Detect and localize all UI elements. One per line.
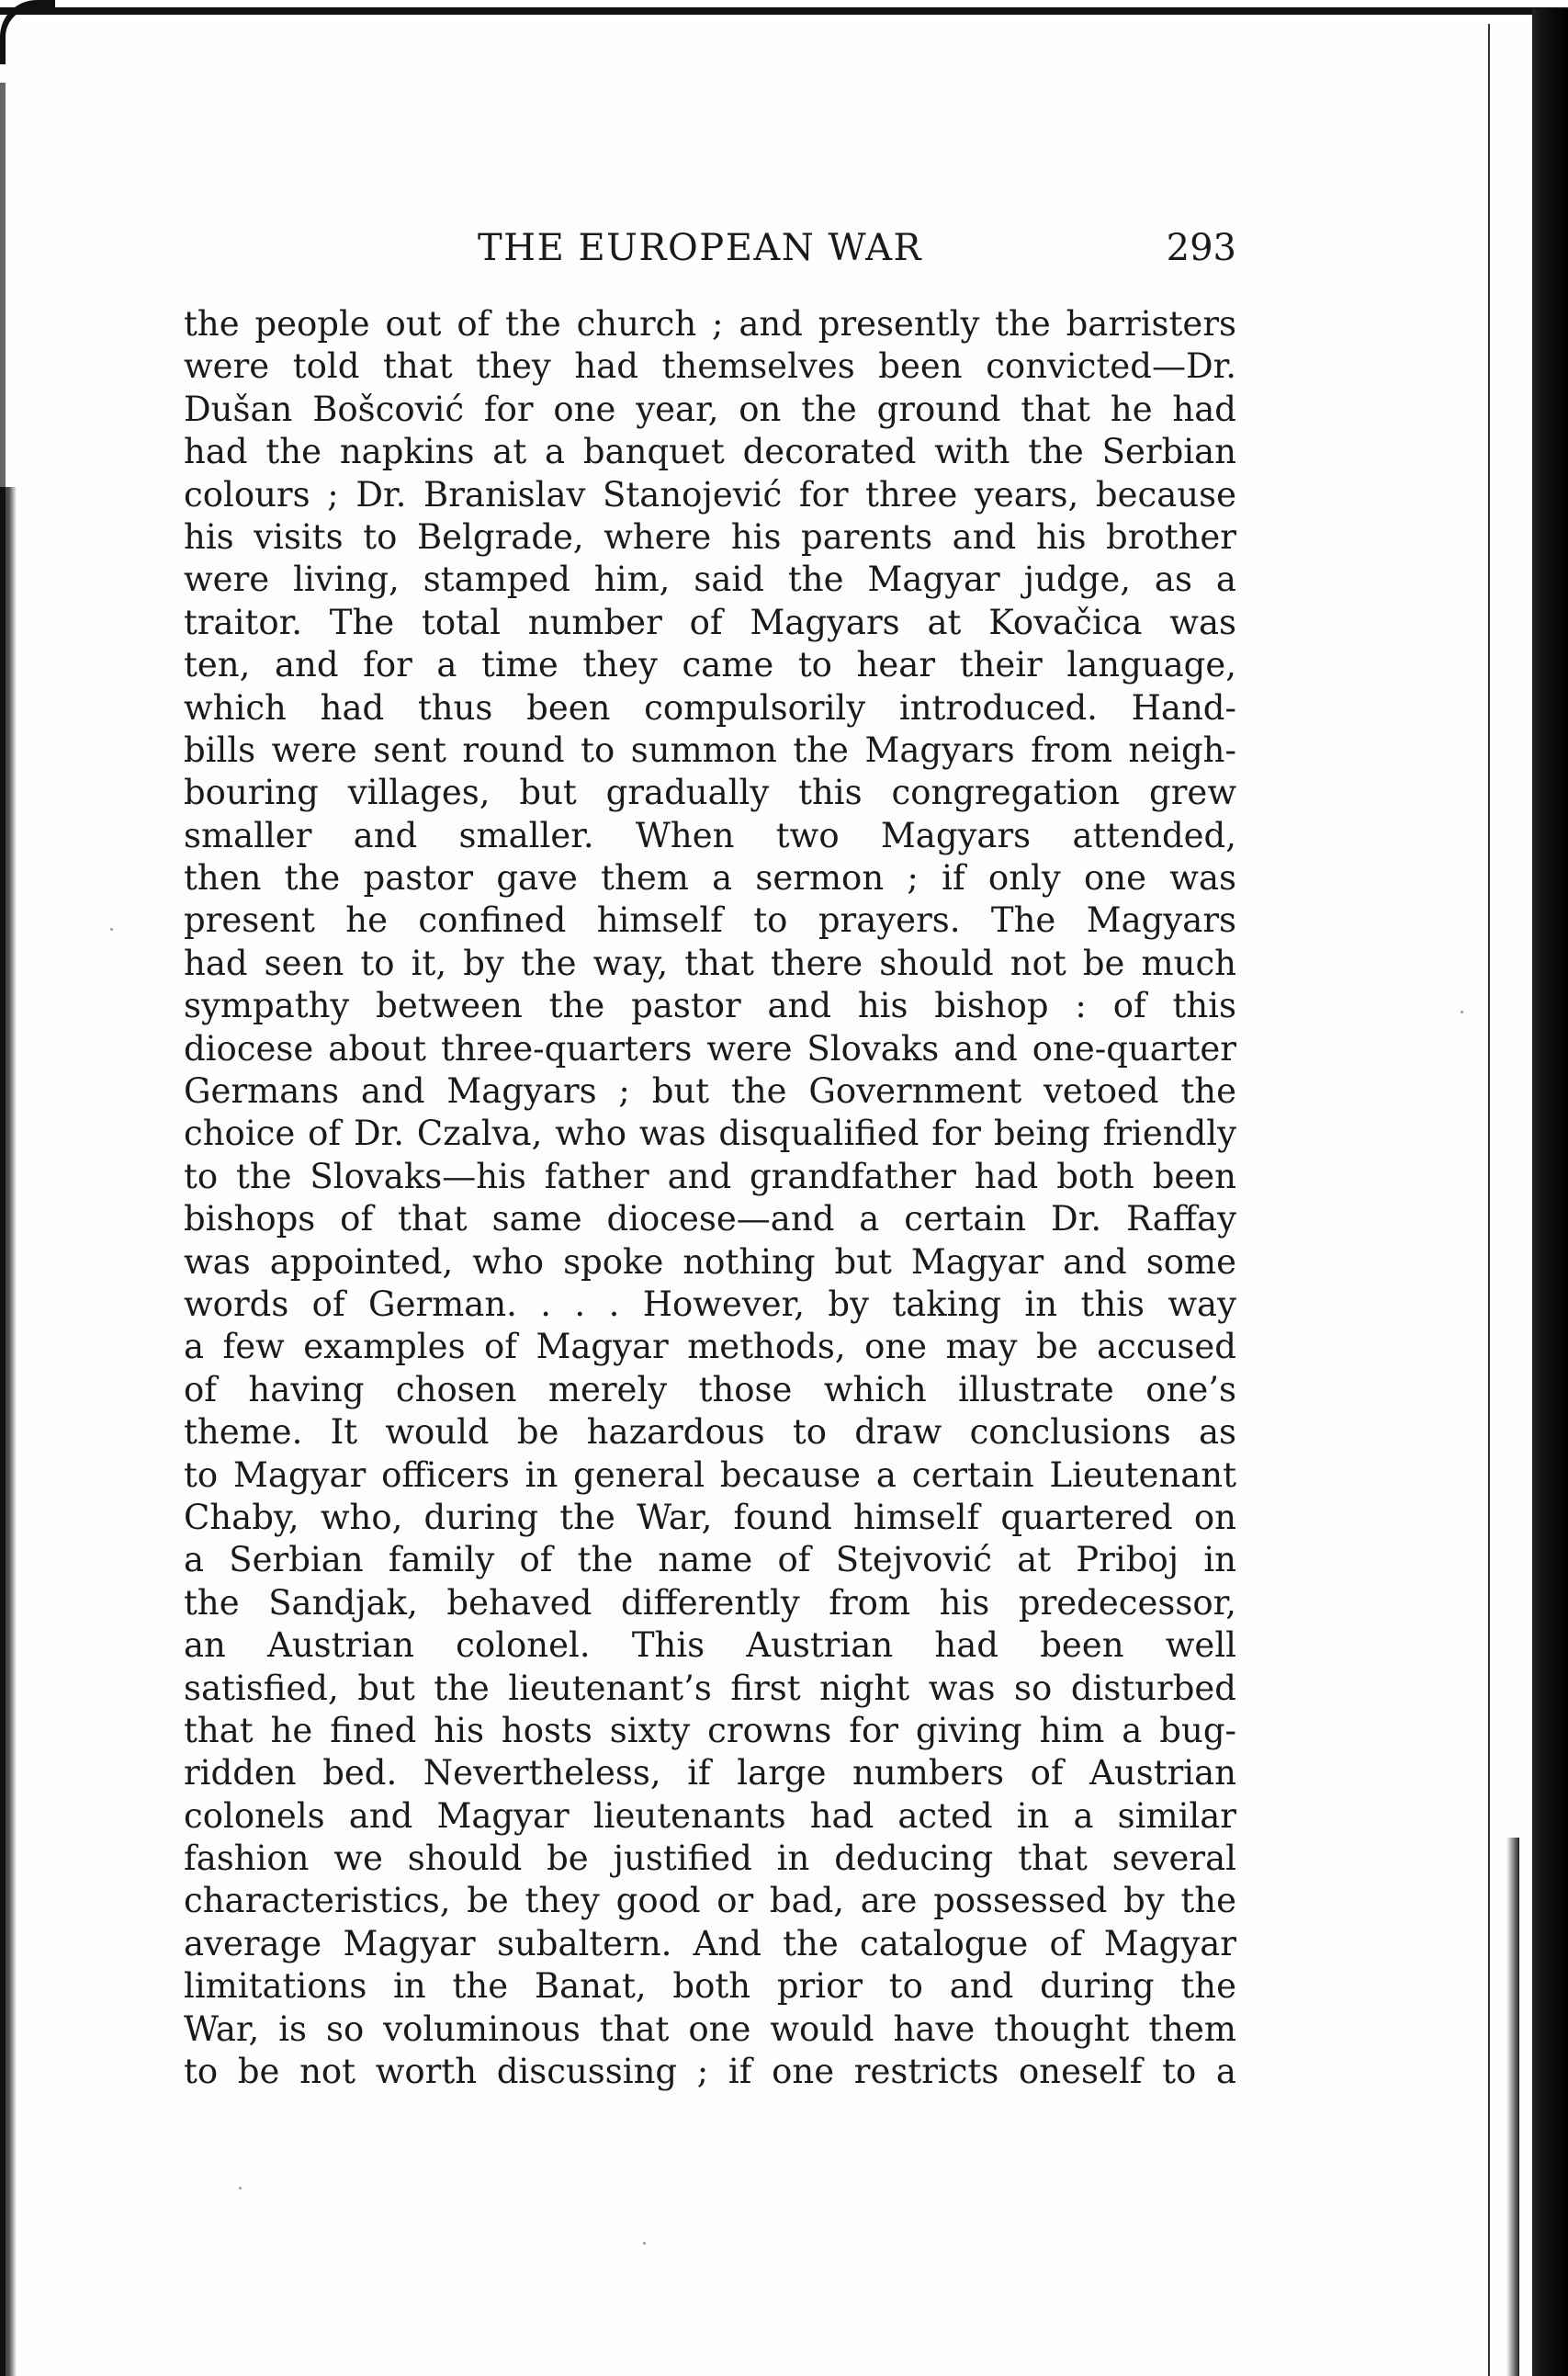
- text-line: then the pastor gave them a sermon ; if only one was: [184, 858, 1236, 899]
- text-line: bouring villages, but gradually this congregation grew: [184, 773, 1236, 813]
- text-line: diocese about three-quarters were Slovaks and one-quarter: [184, 1028, 1236, 1069]
- text-line: traitor. The total number of Magyars at Kovačica was: [184, 602, 1236, 642]
- scan-speck: [1461, 1011, 1463, 1013]
- text-line: a few examples of Magyar methods, one may be accused: [184, 1327, 1236, 1367]
- running-title: THE EUROPEAN WAR: [478, 227, 923, 269]
- text-line: were told that they had themselves been convicted—Dr.: [184, 346, 1236, 387]
- text-line: a Serbian family of the name of Stejvović at Priboj in: [184, 1540, 1236, 1580]
- text-line: Germans and Magyars ; but the Government vetoed the: [184, 1071, 1236, 1112]
- text-line: War, is so voluminous that one would have thought them: [184, 2008, 1236, 2049]
- text-line: the Sandjak, behaved differently from his predecessor,: [184, 1582, 1236, 1623]
- text-line: to the Slovaks—his father and grandfather had both been: [184, 1156, 1236, 1196]
- text-line: which had thus been compulsorily introduced. Hand-: [184, 687, 1236, 728]
- text-line: characteristics, be they good or bad, are possessed by the: [184, 1881, 1236, 1921]
- text-line: of having chosen merely those which illustrate one’s: [184, 1369, 1236, 1409]
- text-line: satisfied, but the lieutenant’s first night was so disturbed: [184, 1668, 1236, 1708]
- page-number: 293: [1166, 227, 1236, 269]
- scan-right-rule: [1488, 24, 1490, 2376]
- scan-top-border: [0, 0, 1568, 20]
- text-line: colours ; Dr. Branislav Stanojević for three years, because: [184, 474, 1236, 515]
- running-head: [478, 221, 1236, 276]
- text-line: had the napkins at a banquet decorated with the Serbian: [184, 432, 1236, 472]
- text-line: were living, stamped him, said the Magyar judge, as a: [184, 560, 1236, 600]
- text-line: limitations in the Banat, both prior to and during the: [184, 1966, 1236, 2007]
- text-line: fashion we should be justified in deducing that several: [184, 1839, 1236, 1879]
- text-line: was appointed, who spoke nothing but Magyar and some: [184, 1241, 1236, 1282]
- text-line: bills were sent round to summon the Magyars from neigh-: [184, 730, 1236, 770]
- text-line: Chaby, who, during the War, found himself quartered on: [184, 1497, 1236, 1537]
- text-line: bishops of that same diocese—and a certain Dr. Raffay: [184, 1199, 1236, 1239]
- text-line: Dušan Bošcović for one year, on the ground that he had: [184, 389, 1236, 429]
- text-line: sympathy between the pastor and his bishop : of this: [184, 986, 1236, 1026]
- text-line: ridden bed. Nevertheless, if large numbers of Austrian: [184, 1753, 1236, 1793]
- text-line: words of German. . . . However, by taking in this way: [184, 1284, 1236, 1324]
- text-line: his visits to Belgrade, where his parents and his brother: [184, 516, 1236, 557]
- scan-speck: [643, 2242, 646, 2245]
- text-line: to Magyar officers in general because a certain Lieutenant: [184, 1454, 1236, 1495]
- scan-left-edge-upper: [0, 83, 6, 487]
- text-line: ten, and for a time they came to hear their language,: [184, 645, 1236, 685]
- text-line: colonels and Magyar lieutenants had acted in a similar: [184, 1795, 1236, 1836]
- body-text: [184, 303, 1236, 2093]
- text-line: that he fined his hosts sixty crowns for giving him a bug-: [184, 1710, 1236, 1750]
- scan-right-edge: [1532, 9, 1568, 2376]
- text-line: choice of Dr. Czalva, who was disqualified for being friendly: [184, 1114, 1236, 1154]
- scan-speck: [239, 2187, 242, 2189]
- text-line: to be not worth discussing ; if one restricts oneself to a: [184, 2052, 1236, 2092]
- text-line: average Magyar subaltern. And the catalogue of Magyar: [184, 1923, 1236, 1963]
- text-line: theme. It would be hazardous to draw conclusions as: [184, 1412, 1236, 1453]
- text-line: present he confined himself to prayers. The Magyars: [184, 900, 1236, 941]
- scan-speck: [110, 928, 113, 931]
- scan-right-shadow: [1506, 1838, 1519, 2376]
- text-line: an Austrian colonel. This Austrian had been well: [184, 1625, 1236, 1666]
- text-line: smaller and smaller. When two Magyars attended,: [184, 815, 1236, 855]
- text-line: had seen to it, by the way, that there should not be much: [184, 943, 1236, 983]
- scan-left-edge: [0, 487, 17, 2376]
- text-line: the people out of the church ; and presently the barristers: [184, 304, 1236, 344]
